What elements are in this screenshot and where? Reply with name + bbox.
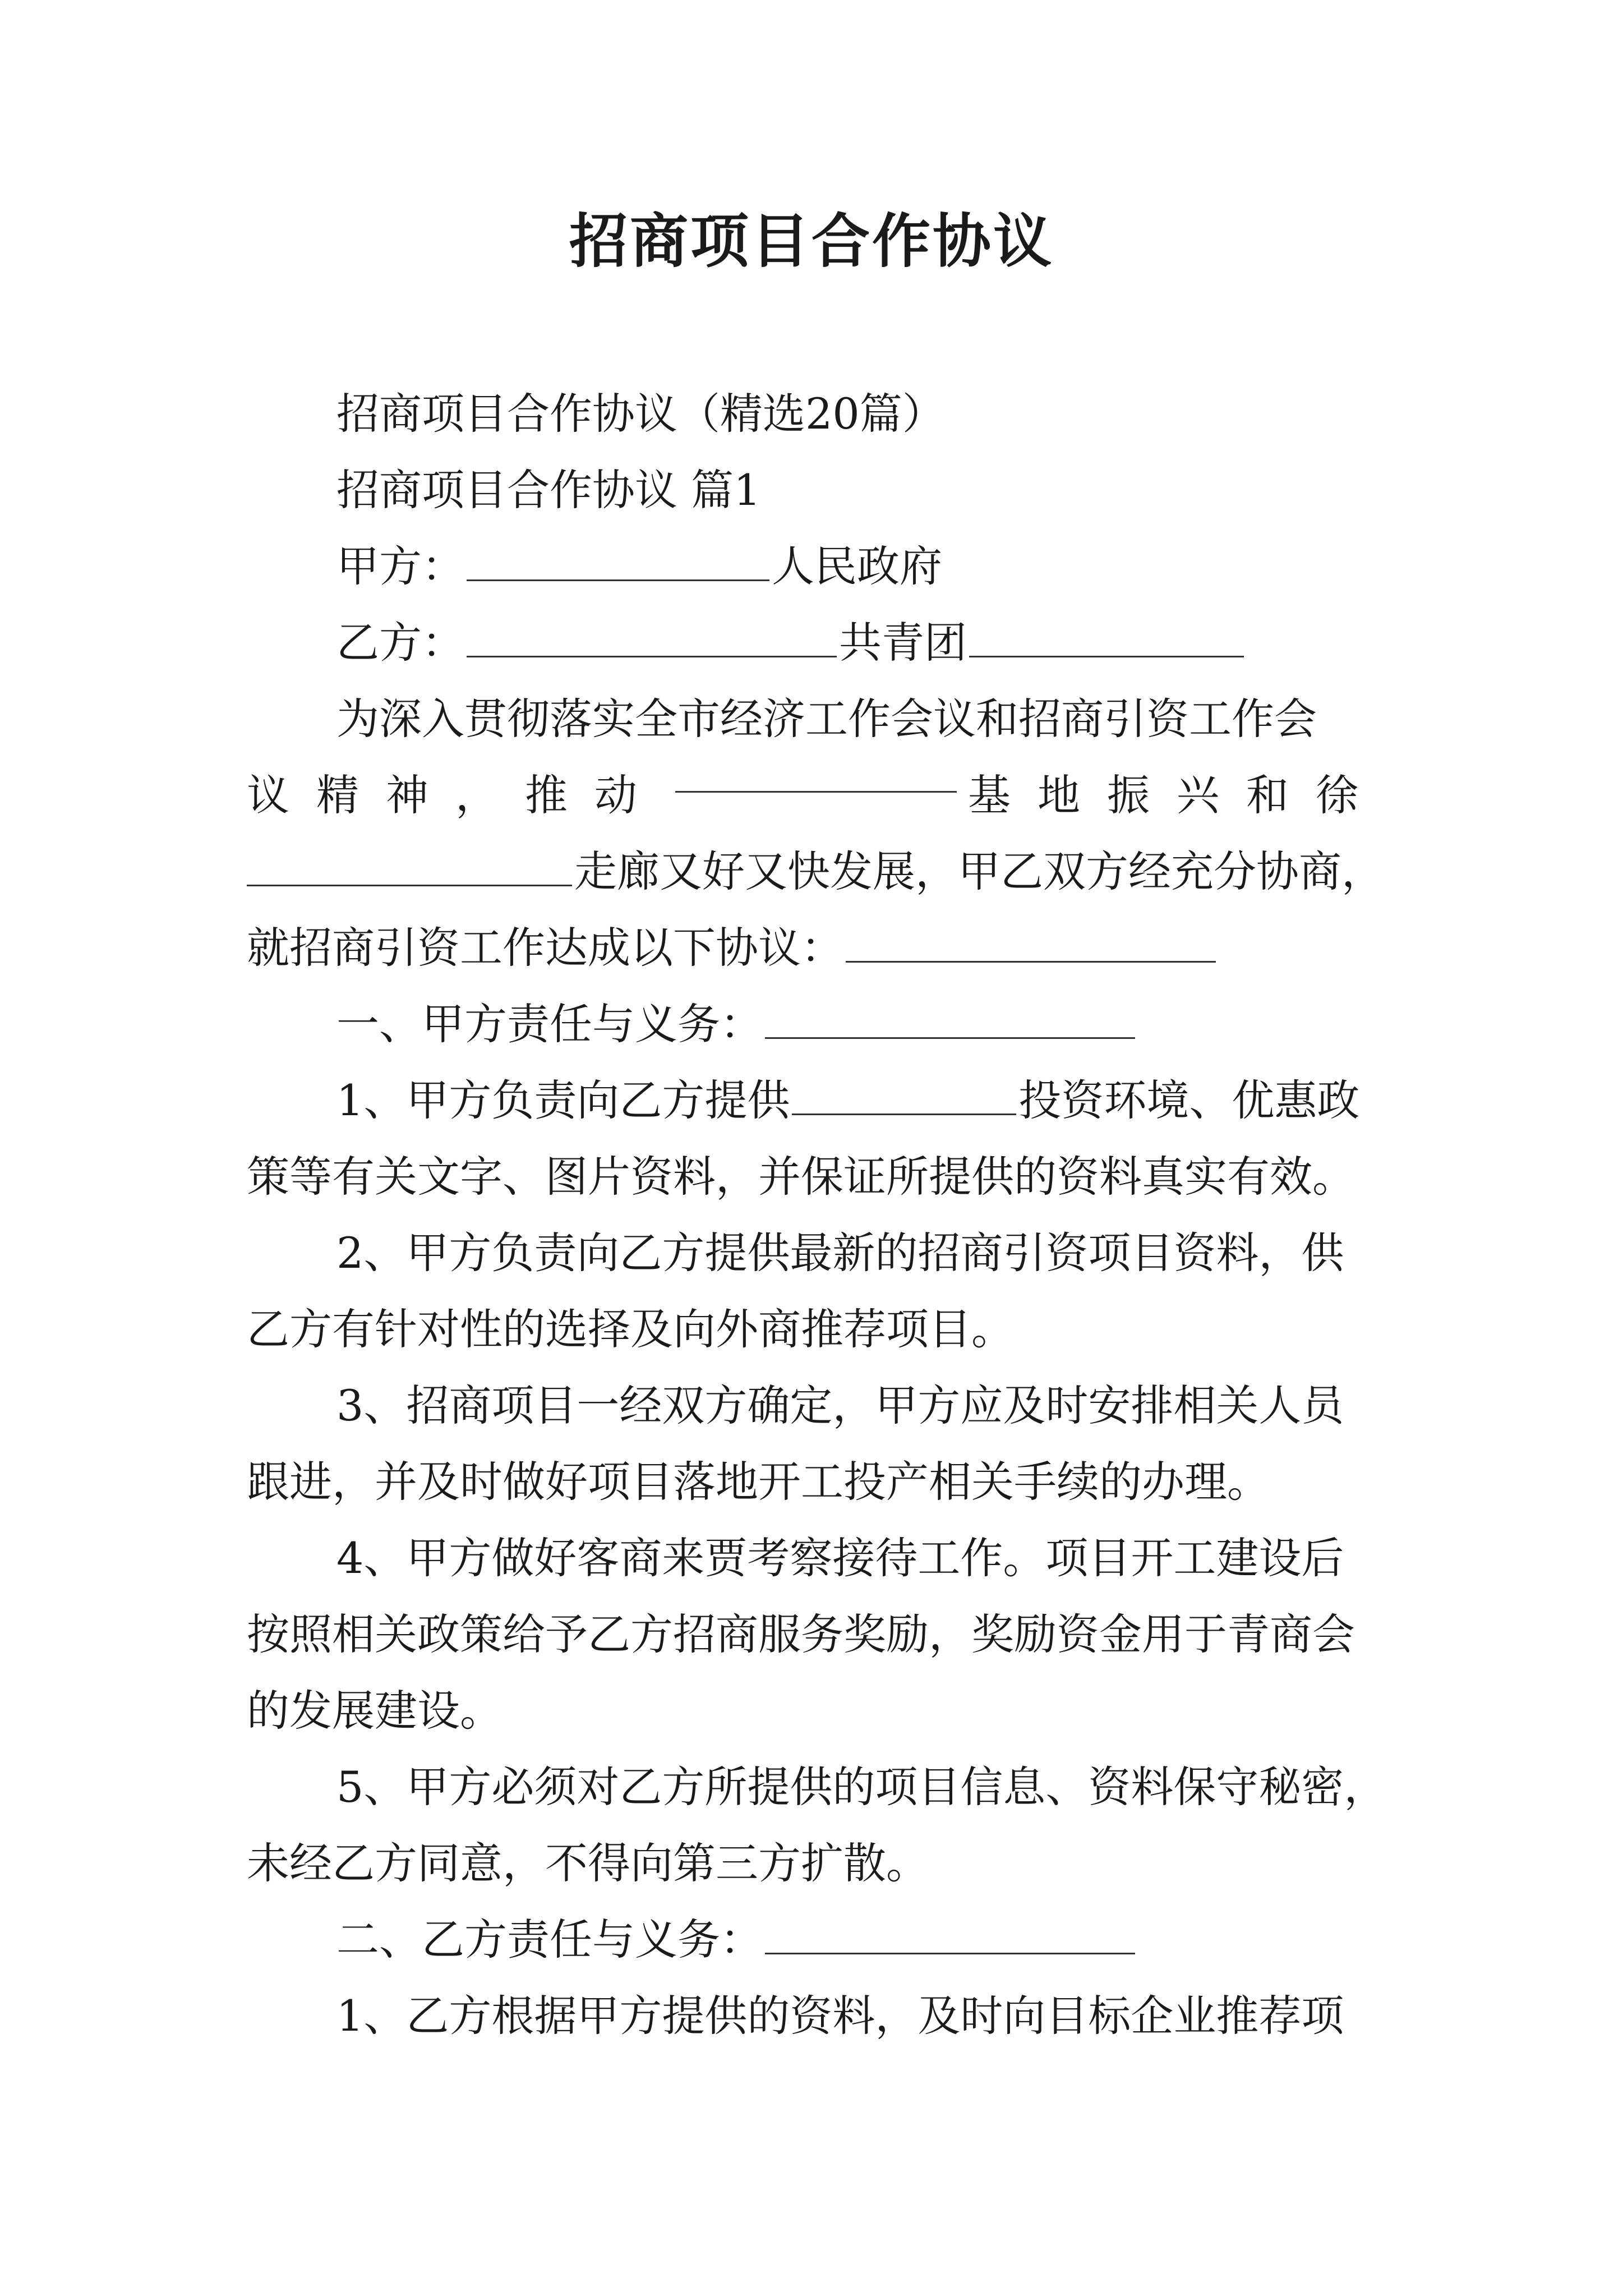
party-a-line	[247, 528, 1396, 605]
clause-a3-line-1: 3、招商项目一经双方确定，甲方应及时安排相关人员	[336, 1381, 1344, 1430]
intro-line-4	[247, 910, 1396, 986]
party-b-label: 乙方：	[336, 618, 464, 668]
clause-b1-line-1: 1、乙方根据甲方提供的资料，及时向目标企业推荐项	[336, 1991, 1344, 2041]
intro-blank-1	[675, 757, 957, 793]
intro-line-2	[247, 757, 1385, 834]
party-a-label: 甲方：	[336, 541, 464, 591]
subtitle-line: 招商项目合作协议（精选20篇）	[336, 389, 945, 439]
intro-line-3	[247, 834, 1396, 910]
section-1-blank	[765, 1004, 1135, 1039]
party-b-blank-1	[467, 622, 837, 657]
party-b-mid: 共青团	[839, 618, 967, 668]
clause-a4-line-1: 4、甲方做好客商来贾考察接待工作。项目开工建设后	[336, 1533, 1344, 1583]
clause-a2-line-2: 乙方有针对性的选择及向外商推荐项目。	[247, 1304, 1014, 1354]
clause-a5-line-2: 未经乙方同意，不得向第三方扩散。	[247, 1838, 929, 1888]
intro-line-4-text: 就招商引资工作达成以下协议：	[247, 923, 843, 973]
section-1-text: 一、甲方责任与义务：	[336, 999, 763, 1049]
party-b-line	[247, 605, 1396, 681]
section-2-heading	[247, 1902, 1396, 1978]
intro-line-2a: 议精神，推动	[247, 770, 664, 820]
document-title: 招商项目合作协议	[569, 206, 1054, 275]
party-b-blank-2	[969, 622, 1244, 657]
clause-a1-line-1	[247, 1062, 1396, 1139]
intro-line-1: 为深入贯彻落实全市经济工作会议和招商引资工作会	[336, 694, 1317, 744]
document-body	[247, 376, 1396, 2054]
party-a-suffix: 人民政府	[772, 541, 942, 591]
intro-line-2b: 基地振兴和徐	[968, 770, 1385, 820]
clause-a4-line-2: 按照相关政策给予乙方招商服务奖励，奖励资金用于青商会	[247, 1609, 1355, 1659]
clause-a1-1b: 投资环境、优惠政	[1018, 1075, 1360, 1125]
intro-blank-3	[846, 927, 1216, 963]
clause-a1-1a: 1、甲方负责向乙方提供	[336, 1075, 790, 1125]
clause-a1-blank	[792, 1080, 1016, 1115]
clause-a4-line-3: 的发展建设。	[247, 1686, 502, 1736]
section-2-blank	[765, 1919, 1135, 1954]
intro-blank-2	[247, 851, 572, 886]
party-a-blank	[467, 546, 769, 581]
clause-a1-line-2: 策等有关文字、图片资料，并保证所提供的资料真实有效。	[247, 1152, 1355, 1202]
clause-a3-line-2: 跟进，并及时做好项目落地开工投产相关手续的办理。	[247, 1457, 1270, 1507]
chapter-heading: 招商项目合作协议 篇1	[336, 465, 761, 515]
section-2-text: 二、乙方责任与义务：	[336, 1915, 763, 1964]
section-1-heading	[247, 986, 1396, 1062]
clause-a5-line-1: 5、甲方必须对乙方所提供的项目信息、资料保守秘密，	[336, 1762, 1387, 1812]
intro-line-3-text: 走廊又好又快发展，甲乙双方经充分协商，	[574, 846, 1384, 896]
clause-a2-line-1: 2、甲方负责向乙方提供最新的招商引资项目资料，供	[336, 1228, 1344, 1278]
